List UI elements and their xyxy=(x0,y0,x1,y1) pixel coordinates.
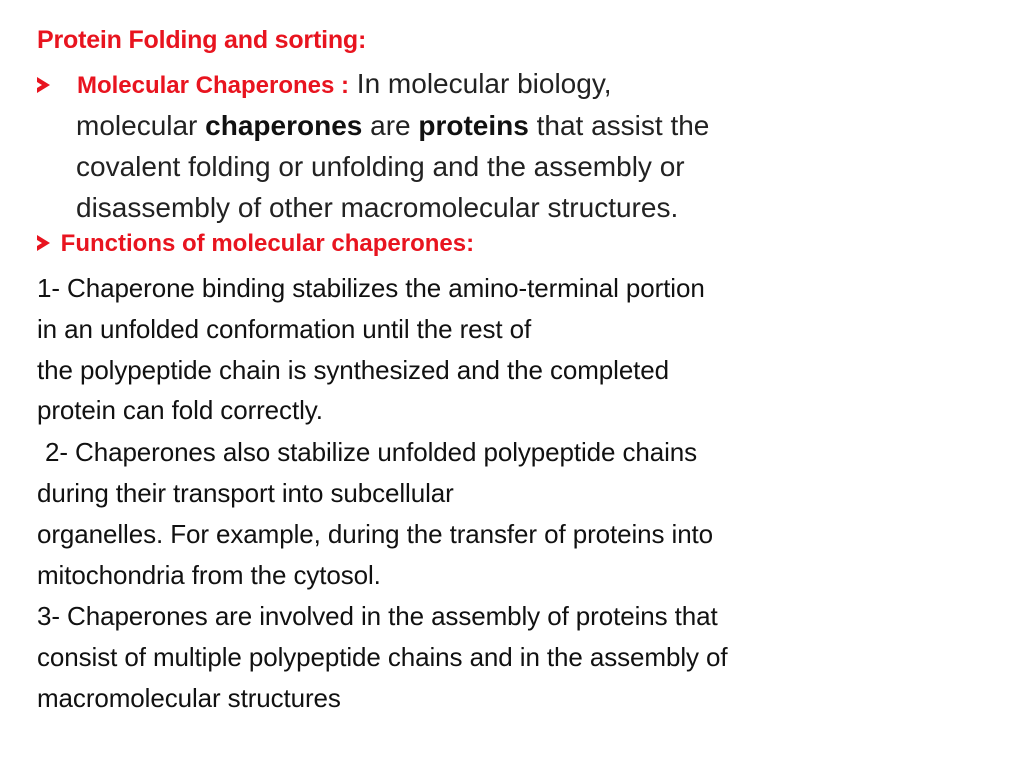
body-line: in an unfolded conformation until the rest of xyxy=(37,314,532,344)
definition-bold-term: proteins xyxy=(418,110,529,141)
bullet-label: Functions of molecular chaperones: xyxy=(60,230,475,257)
body-line: consist of multiple polypeptide chains and in the assembly of xyxy=(37,642,728,672)
definition-line-3: covalent folding or unfolding and the assembly or xyxy=(76,151,685,182)
arrow-bullet-icon xyxy=(37,77,50,93)
definition-bold-term: chaperones xyxy=(205,110,363,141)
body-line: organelles. For example, during the transfer of proteins into xyxy=(37,519,714,549)
body-line: macromolecular structures xyxy=(37,683,341,713)
slide-heading: Protein Folding and sorting: xyxy=(37,26,367,54)
bullet-functions xyxy=(37,230,474,258)
body-line: 2- Chaperones also stabilize unfolded polypeptide chains xyxy=(45,437,698,467)
definition-line-4: disassembly of other macromolecular structures. xyxy=(76,192,679,223)
definition-line-2 xyxy=(76,110,709,142)
definition-text: are xyxy=(362,110,419,141)
body-line: mitochondria from the cytosol. xyxy=(37,560,381,590)
definition-text: that assist the xyxy=(528,110,710,141)
bullet-molecular-chaperones xyxy=(37,68,612,100)
body-line: protein can fold correctly. xyxy=(37,395,323,425)
body-line: 1- Chaperone binding stabilizes the amino-terminal portion xyxy=(37,273,705,303)
body-line: the polypeptide chain is synthesized and the completed xyxy=(37,355,670,385)
body-line: during their transport into subcellular xyxy=(37,478,454,508)
bullet-text: In molecular biology, xyxy=(349,68,612,99)
bullet-label: Molecular Chaperones : xyxy=(76,72,350,99)
definition-text: molecular xyxy=(76,110,206,141)
body-line: 3- Chaperones are involved in the assembly of proteins that xyxy=(37,601,718,631)
arrow-bullet-icon xyxy=(37,235,50,251)
